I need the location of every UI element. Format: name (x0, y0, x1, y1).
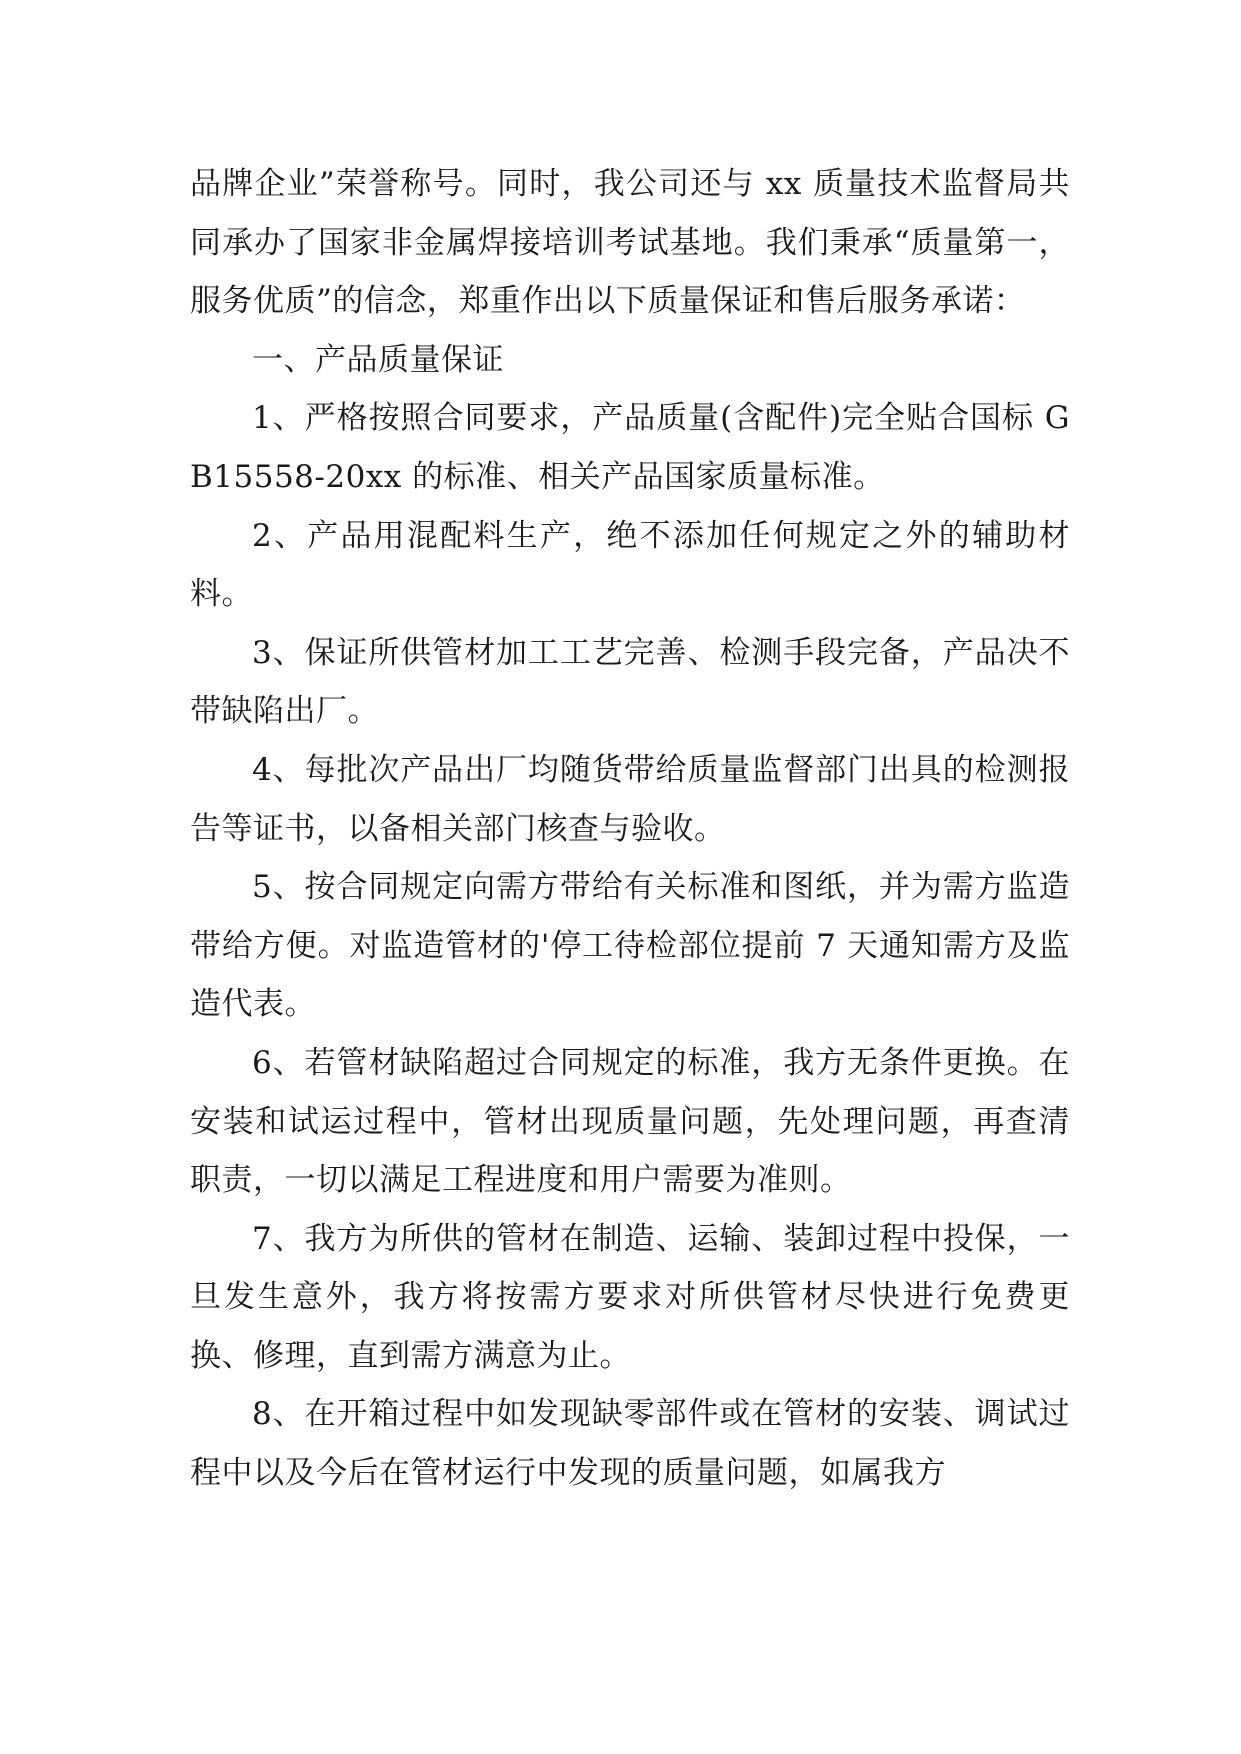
paragraph-item-4: 4、每批次产品出厂均随货带给质量监督部门出具的检测报告等证书，以备相关部门核查与验收。 (190, 751, 1070, 847)
paragraph-item-1: 1、严格按照合同要求，产品质量(含配件)完全贴合国标 GB15558-20xx 的标准、相关产品国家质量标准。 (190, 400, 1070, 495)
paragraph-intro: 品牌企业”荣誉称号。同时，我公司还与 xx 质量技术监督局共同承办了国家非金属焊接培训考试基地。我们秉承“质量第一，服务优质”的信念，郑重作出以下质量保证和售后服务承诺： (190, 166, 1070, 320)
paragraph-item-2: 2、产品用混配料生产，绝不添加任何规定之外的辅助材料。 (190, 517, 1070, 613)
paragraph-item-3: 3、保证所供管材加工工艺完善、检测手段完备，产品决不带缺陷出厂。 (190, 634, 1070, 730)
paragraph-item-8: 8、在开箱过程中如发现缺零部件或在管材的安装、调试过程中以及今后在管材运行中发现的质量问题，如属我方 (190, 1396, 1070, 1492)
paragraph-item-5: 5、按合同规定向需方带给有关标准和图纸，并为需方监造带给方便。对监造管材的'停工待检部位提前 7 天通知需方及监造代表。 (190, 869, 1070, 1023)
document-body (190, 155, 1070, 1503)
paragraph-item-7: 7、我方为所供的管材在制造、运输、装卸过程中投保，一旦发生意外，我方将按需方要求对所供管材尽快进行免费更换、修理，直到需方满意为止。 (190, 1220, 1070, 1374)
section-heading-product-quality: 一、产品质量保证 (252, 341, 504, 378)
paragraph-item-6: 6、若管材缺陷超过合同规定的标准，我方无条件更换。在安装和试运过程中，管材出现质量问题，先处理问题，再查清职责，一切以满足工程进度和用户需要为准则。 (190, 1044, 1070, 1199)
